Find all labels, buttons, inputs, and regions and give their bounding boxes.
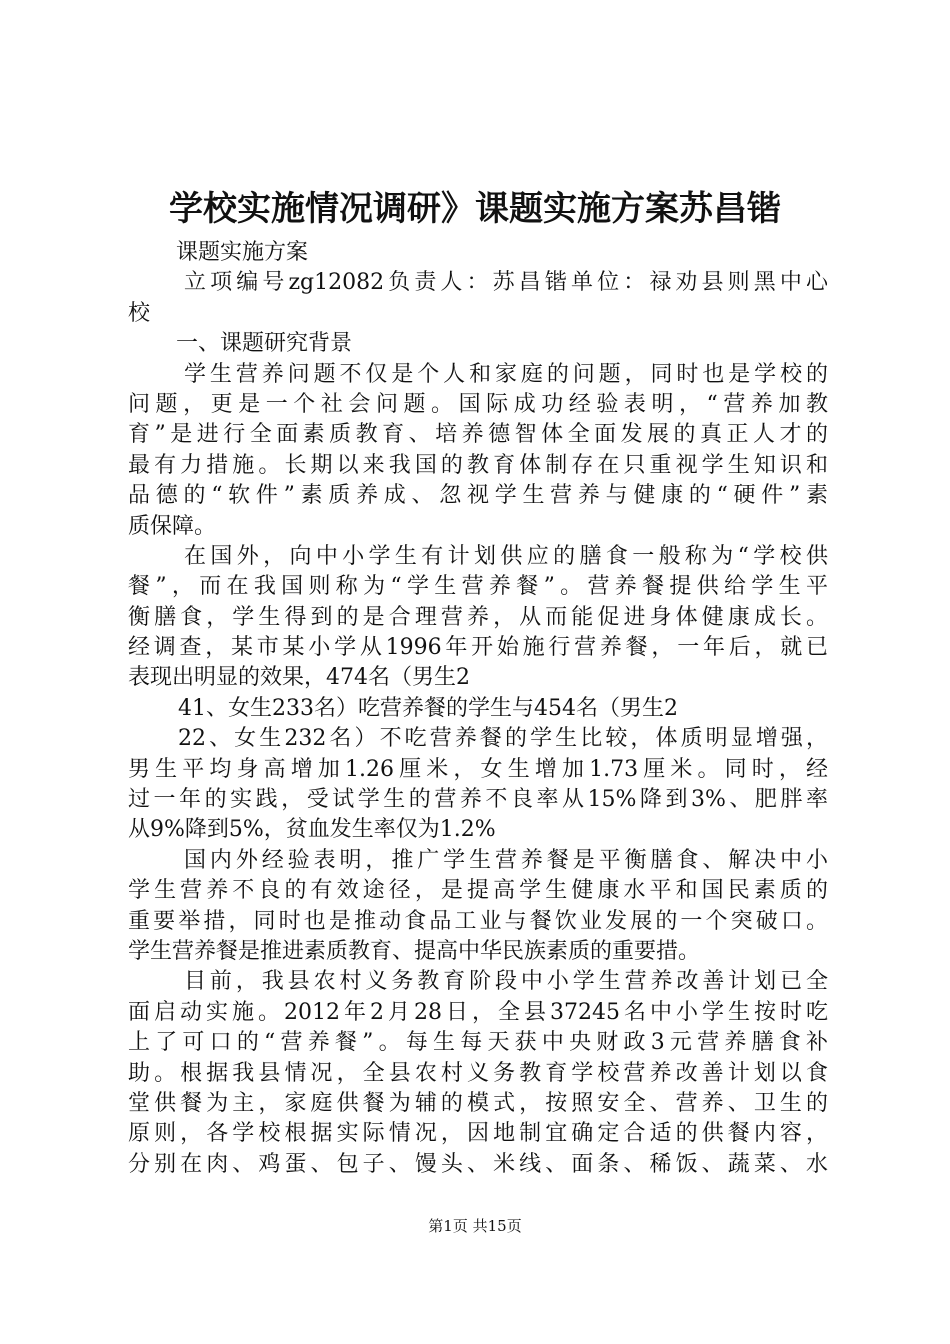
body-line: 学生营养问题不仅是个人和家庭的问题，同时也是学校的 <box>184 361 828 387</box>
body-line: 餐”，而在我国则称为“学生营养餐”。营养餐提供给学生平 <box>128 574 828 600</box>
body-line: 育”是进行全面素质教育、培养德智体全面发展的真正人才的 <box>128 422 828 448</box>
body-line: 立项编号zg12082负责人：苏昌锴单位：禄劝县则黑中心 <box>184 270 828 296</box>
body-line: 一、课题研究背景 <box>176 331 353 357</box>
body-line: 41、女生233名）吃营养餐的学生与454名（男生2 <box>178 695 678 721</box>
body-line: 过一年的实践，受试学生的营养不良率从15%降到3%、肥胖率 <box>128 787 828 813</box>
body-line: 课题实施方案 <box>176 240 309 265</box>
body-line: 质保障。 <box>128 513 217 539</box>
body-line: 从9%降到5%，贫血发生率仅为1.2% <box>128 817 496 843</box>
body-line: 原则，各学校根据实际情况，因地制宜确定合适的供餐内容， <box>128 1121 828 1147</box>
body-line: 22、女生232名）不吃营养餐的学生比较，体质明显增强， <box>178 726 828 752</box>
body-line: 分别在肉、鸡蛋、包子、馒头、米线、面条、稀饭、蔬菜、水 <box>128 1151 828 1177</box>
body-line: 在国外，向中小学生有计划供应的膳食一般称为“学校供 <box>184 543 828 569</box>
body-line: 表现出明显的效果，474名（男生2 <box>128 665 470 691</box>
page-footer: 第1页 共15页 <box>428 1217 522 1235</box>
body-line: 国内外经验表明，推广学生营养餐是平衡膳食、解决中小 <box>184 847 828 873</box>
body-line: 学生营养餐是推进素质教育、提高中华民族素质的重要措。 <box>128 938 701 964</box>
body-line: 男生平均身高增加1.26厘米，女生增加1.73厘米。同时，经 <box>128 756 828 782</box>
body-line: 品德的“软件”素质养成、忽视学生营养与健康的“硬件”素 <box>128 483 828 509</box>
body-line: 衡膳食，学生得到的是合理营养，从而能促进身体健康成长。 <box>128 604 828 630</box>
document-body <box>128 238 828 1180</box>
body-line: 上了可口的“营养餐”。每生每天获中央财政3元营养膳食补 <box>128 1030 828 1056</box>
body-line: 堂供餐为主，家庭供餐为辅的模式，按照安全、营养、卫生的 <box>128 1090 828 1116</box>
document-title: 学校实施情况调研》课题实施方案苏昌锴 <box>169 189 781 229</box>
body-line: 学生营养不良的有效途径，是提高学生健康水平和国民素质的 <box>128 878 828 904</box>
body-line: 经调查，某市某小学从1996年开始施行营养餐，一年后，就已 <box>128 635 828 661</box>
body-line: 问题，更是一个社会问题。国际成功经验表明，“营养加教 <box>128 391 828 417</box>
body-line: 面启动实施。2012年2月28日，全县37245名中小学生按时吃 <box>128 999 828 1025</box>
body-line: 最有力措施。长期以来我国的教育体制存在只重视学生知识和 <box>128 452 828 478</box>
body-line: 助。根据我县情况，全县农村义务教育学校营养改善计划以食 <box>128 1060 828 1086</box>
body-line: 目前，我县农村义务教育阶段中小学生营养改善计划已全 <box>184 969 828 995</box>
body-line: 校 <box>128 300 151 326</box>
body-line: 重要举措，同时也是推动食品工业与餐饮业发展的一个突破口。 <box>128 908 828 934</box>
